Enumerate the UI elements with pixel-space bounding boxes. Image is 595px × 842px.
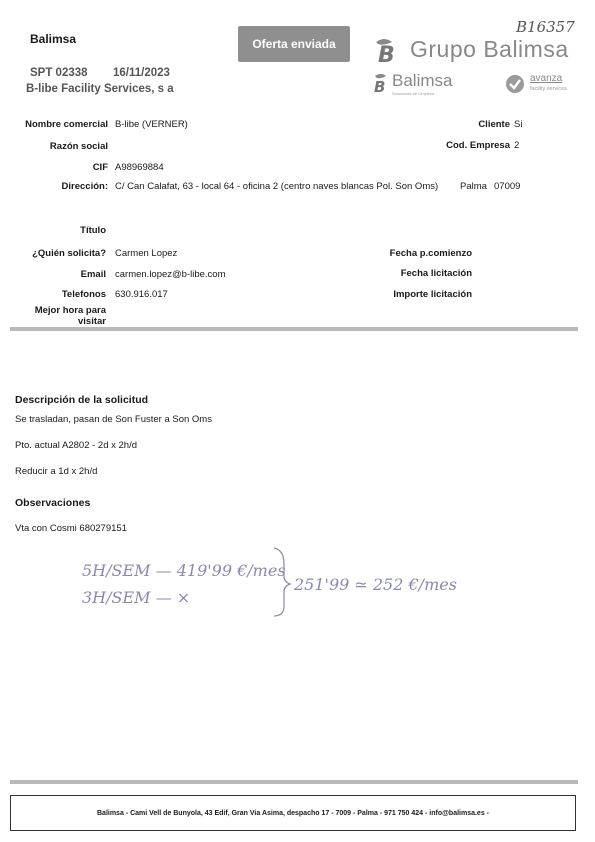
oferta-enviada-button[interactable]: Oferta enviada <box>238 26 350 62</box>
handwritten-line1: 5H/SEM — 419'99 €/mes <box>82 561 286 580</box>
handwritten-line2: 3H/SEM — × <box>82 588 191 607</box>
cif-value: A98969884 <box>115 162 164 173</box>
grupo-balimsa-logo: Grupo Balimsa <box>410 36 569 62</box>
avanza-logo-subtitle: facility services <box>530 86 567 92</box>
client-title: B-libe Facility Services, s a <box>26 83 174 95</box>
footer-divider <box>10 780 578 784</box>
svg-text:B: B <box>378 43 395 64</box>
ciudad-value: Palma <box>460 181 487 192</box>
balimsa-logo-icon <box>372 72 394 94</box>
quien-solicita-label: ¿Quién solicita? <box>32 248 106 259</box>
observaciones-title: Observaciones <box>15 497 91 509</box>
svg-text:B: B <box>374 78 386 94</box>
nombre-comercial-value: B-libe (VERNER) <box>115 119 188 130</box>
header-date: 16/11/2023 <box>113 67 170 79</box>
descripcion-line1: Se trasladan, pasan de Son Fuster a Son Oms <box>15 414 212 425</box>
direccion-label: Dirección: <box>61 181 108 192</box>
cliente-label: Cliente <box>478 119 510 130</box>
email-label: Email <box>80 269 106 280</box>
fecha-licitacion-label: Fecha licitación <box>400 268 472 279</box>
descripcion-line2: Pto. actual A2802 - 2d x 2h/d <box>15 440 138 451</box>
cliente-value: Si <box>514 119 523 130</box>
telefonos-label: Telefonos <box>61 289 106 300</box>
company-name: Balimsa <box>30 32 77 46</box>
mejor-hora-label-line2: visitar <box>78 316 106 327</box>
importe-licitacion-label: Importe licitación <box>393 289 472 300</box>
footer-address: Balimsa - Cami Vell de Bunyola, 43 Edif, Gran Via Asima, despacho 17 - 7009 - Palma - 971 750 424 - info@balimsa.es - <box>97 810 489 817</box>
cif-label: CIF <box>92 162 108 173</box>
observaciones-line1: Vta con Cosmi 680279151 <box>15 523 127 534</box>
mejor-hora-label <box>6 305 106 327</box>
razon-social-label: Razón social <box>49 141 108 152</box>
handwritten-result: 251'99 ≃ 252 €/mes <box>294 575 457 594</box>
email-value: carmen.lopez@b-libe.com <box>115 269 226 280</box>
section-divider <box>10 327 578 331</box>
balimsa-logo-tagline: Soluciones de Limpieza <box>392 91 435 96</box>
avanza-logo: avanza <box>530 73 563 84</box>
descripcion-line3: Reducir a 1d x 2h/d <box>15 466 98 477</box>
balimsa-logo: Balimsa <box>392 71 453 90</box>
grupo-balimsa-logo-icon <box>370 36 406 64</box>
cod-empresa-value: 2 <box>514 140 520 151</box>
handwritten-reference: B16357 <box>516 18 575 36</box>
fecha-comienzo-label: Fecha p.comienzo <box>389 248 472 259</box>
mejor-hora-label-line1: Mejor hora para <box>34 305 106 316</box>
cp-value: 07009 <box>494 181 521 192</box>
telefonos-value: 630.916.017 <box>115 289 168 300</box>
handwritten-bracket <box>270 546 292 618</box>
quien-solicita-value: Carmen Lopez <box>115 248 178 259</box>
descripcion-title: Descripción de la solicitud <box>15 394 149 406</box>
titulo-label: Título <box>80 225 106 236</box>
direccion-value: C/ Can Calafat, 63 - local 64 - oficina 2 (centro naves blancas Pol. Son Oms) <box>115 181 439 192</box>
nombre-comercial-label: Nombre comercial <box>25 119 108 130</box>
cod-empresa-label: Cod. Empresa <box>446 140 510 151</box>
avanza-logo-icon <box>505 74 525 94</box>
spt-number: SPT 02338 <box>30 67 88 79</box>
